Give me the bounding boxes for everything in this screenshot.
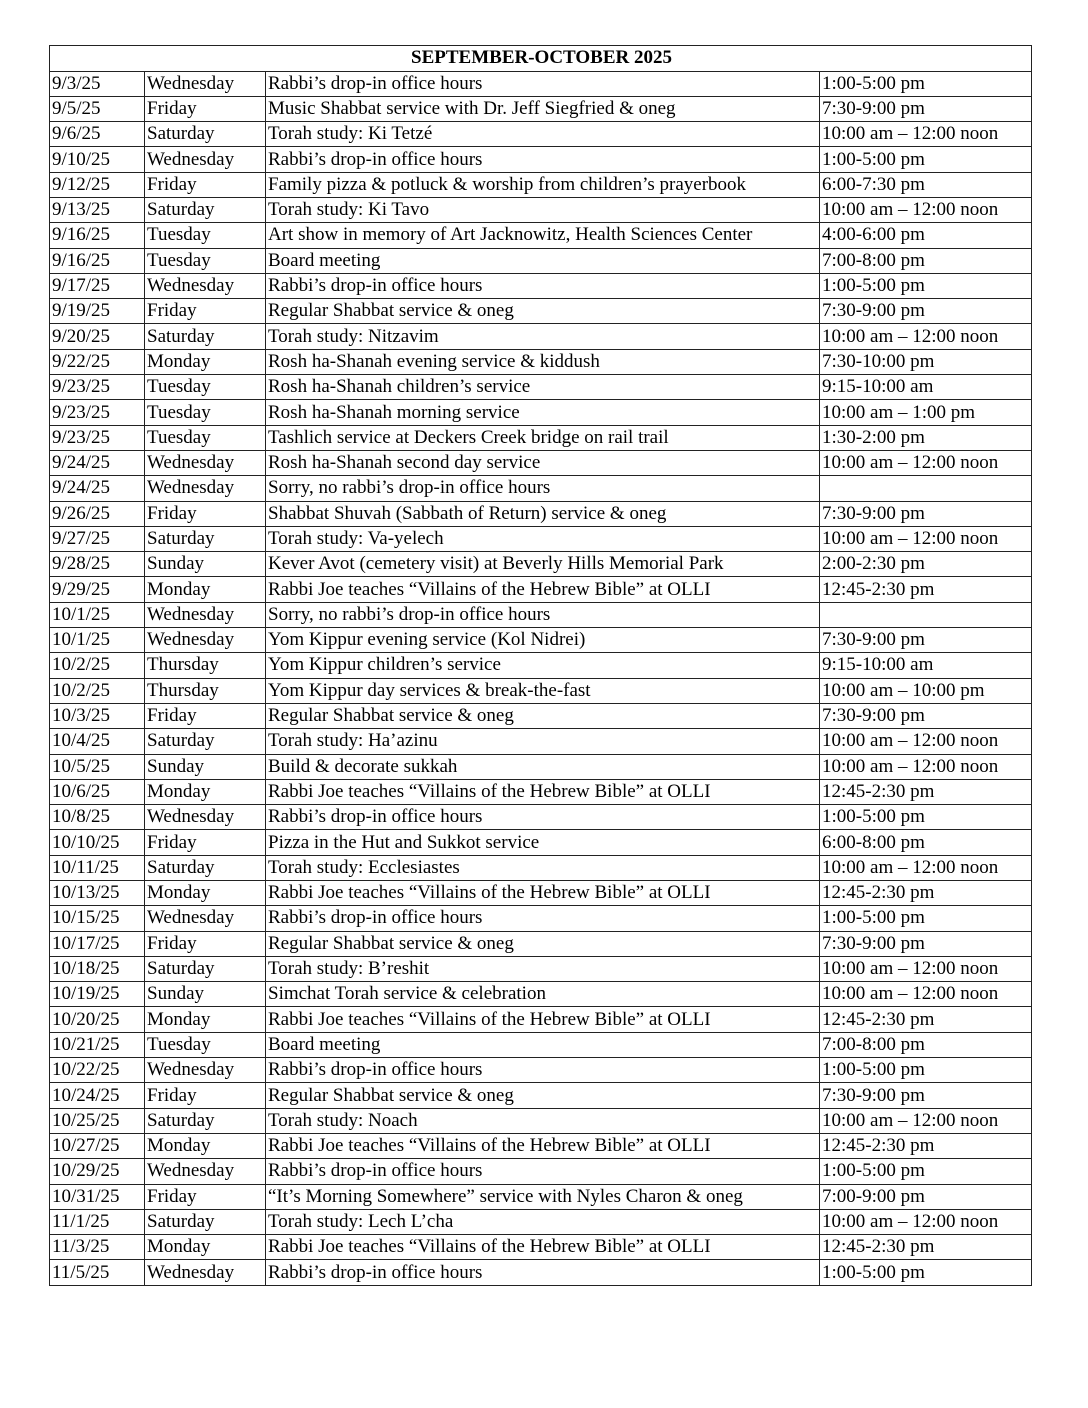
time-cell: 2:00-2:30 pm [820, 552, 1032, 577]
day-cell: Friday [145, 1184, 266, 1209]
date-cell: 9/26/25 [50, 501, 145, 526]
event-cell: Rabbi Joe teaches “Villains of the Hebrew Bible” at OLLI [266, 1133, 820, 1158]
day-cell: Friday [145, 501, 266, 526]
date-cell: 10/21/25 [50, 1032, 145, 1057]
day-cell: Friday [145, 931, 266, 956]
date-cell: 10/3/25 [50, 703, 145, 728]
table-row [50, 71, 1032, 96]
event-cell: Music Shabbat service with Dr. Jeff Siegfried & oneg [266, 96, 820, 121]
day-cell: Monday [145, 1235, 266, 1260]
table-row [50, 1083, 1032, 1108]
time-cell: 7:00-9:00 pm [820, 1184, 1032, 1209]
date-cell: 9/17/25 [50, 273, 145, 298]
time-cell: 7:30-9:00 pm [820, 299, 1032, 324]
day-cell: Saturday [145, 122, 266, 147]
date-cell: 10/8/25 [50, 805, 145, 830]
time-cell: 10:00 am – 12:00 noon [820, 754, 1032, 779]
date-cell: 9/6/25 [50, 122, 145, 147]
time-cell: 1:00-5:00 pm [820, 1058, 1032, 1083]
time-cell: 10:00 am – 12:00 noon [820, 1209, 1032, 1234]
date-cell: 9/28/25 [50, 552, 145, 577]
table-row [50, 96, 1032, 121]
date-cell: 10/10/25 [50, 830, 145, 855]
time-cell: 9:15-10:00 am [820, 375, 1032, 400]
time-cell: 10:00 am – 12:00 noon [820, 526, 1032, 551]
time-cell: 12:45-2:30 pm [820, 1235, 1032, 1260]
time-cell: 1:30-2:00 pm [820, 425, 1032, 450]
time-cell: 12:45-2:30 pm [820, 1007, 1032, 1032]
event-cell: Regular Shabbat service & oneg [266, 931, 820, 956]
table-row [50, 931, 1032, 956]
time-cell: 12:45-2:30 pm [820, 577, 1032, 602]
table-row [50, 956, 1032, 981]
schedule-title: SEPTEMBER-OCTOBER 2025 [50, 46, 1032, 72]
event-cell: Torah study: Lech L’cha [266, 1209, 820, 1234]
schedule-table [49, 45, 1032, 1286]
event-cell: Rosh ha-Shanah children’s service [266, 375, 820, 400]
table-row [50, 703, 1032, 728]
day-cell: Tuesday [145, 400, 266, 425]
event-cell: “It’s Morning Somewhere” service with Nyles Charon & oneg [266, 1184, 820, 1209]
day-cell: Wednesday [145, 476, 266, 501]
time-cell: 10:00 am – 12:00 noon [820, 1108, 1032, 1133]
date-cell: 10/11/25 [50, 855, 145, 880]
day-cell: Sunday [145, 982, 266, 1007]
date-cell: 10/1/25 [50, 628, 145, 653]
event-cell: Torah study: Noach [266, 1108, 820, 1133]
time-cell: 7:30-9:00 pm [820, 501, 1032, 526]
date-cell: 10/31/25 [50, 1184, 145, 1209]
event-cell: Rosh ha-Shanah second day service [266, 450, 820, 475]
date-cell: 9/12/25 [50, 172, 145, 197]
table-row [50, 349, 1032, 374]
day-cell: Wednesday [145, 1260, 266, 1285]
day-cell: Friday [145, 830, 266, 855]
time-cell: 1:00-5:00 pm [820, 273, 1032, 298]
date-cell: 9/24/25 [50, 476, 145, 501]
date-cell: 9/10/25 [50, 147, 145, 172]
table-row [50, 982, 1032, 1007]
date-cell: 9/5/25 [50, 96, 145, 121]
day-cell: Monday [145, 577, 266, 602]
date-cell: 9/19/25 [50, 299, 145, 324]
table-row [50, 577, 1032, 602]
event-cell: Rabbi’s drop-in office hours [266, 273, 820, 298]
day-cell: Wednesday [145, 628, 266, 653]
event-cell: Regular Shabbat service & oneg [266, 703, 820, 728]
table-row [50, 1184, 1032, 1209]
day-cell: Saturday [145, 197, 266, 222]
date-cell: 10/5/25 [50, 754, 145, 779]
table-row [50, 172, 1032, 197]
table-row [50, 197, 1032, 222]
day-cell: Friday [145, 703, 266, 728]
date-cell: 9/23/25 [50, 375, 145, 400]
day-cell: Tuesday [145, 1032, 266, 1057]
day-cell: Sunday [145, 552, 266, 577]
table-row [50, 1133, 1032, 1158]
event-cell: Board meeting [266, 1032, 820, 1057]
table-row [50, 1032, 1032, 1057]
event-cell: Pizza in the Hut and Sukkot service [266, 830, 820, 855]
date-cell: 10/20/25 [50, 1007, 145, 1032]
time-cell: 7:00-8:00 pm [820, 248, 1032, 273]
time-cell: 4:00-6:00 pm [820, 223, 1032, 248]
day-cell: Wednesday [145, 602, 266, 627]
time-cell: 10:00 am – 12:00 noon [820, 324, 1032, 349]
table-row [50, 324, 1032, 349]
event-cell: Rabbi Joe teaches “Villains of the Hebrew Bible” at OLLI [266, 1235, 820, 1260]
table-row [50, 1209, 1032, 1234]
time-cell: 1:00-5:00 pm [820, 1159, 1032, 1184]
date-cell: 10/27/25 [50, 1133, 145, 1158]
event-cell: Yom Kippur day services & break-the-fast [266, 678, 820, 703]
time-cell: 7:30-9:00 pm [820, 96, 1032, 121]
event-cell: Torah study: Ki Tavo [266, 197, 820, 222]
table-row [50, 400, 1032, 425]
time-cell: 1:00-5:00 pm [820, 71, 1032, 96]
table-row [50, 273, 1032, 298]
date-cell: 10/29/25 [50, 1159, 145, 1184]
event-cell: Build & decorate sukkah [266, 754, 820, 779]
table-row [50, 425, 1032, 450]
day-cell: Friday [145, 1083, 266, 1108]
day-cell: Wednesday [145, 1058, 266, 1083]
event-cell: Family pizza & potluck & worship from children’s prayerbook [266, 172, 820, 197]
time-cell: 12:45-2:30 pm [820, 881, 1032, 906]
event-cell: Tashlich service at Deckers Creek bridge on rail trail [266, 425, 820, 450]
event-cell: Rabbi Joe teaches “Villains of the Hebrew Bible” at OLLI [266, 1007, 820, 1032]
table-row [50, 223, 1032, 248]
day-cell: Saturday [145, 324, 266, 349]
date-cell: 10/6/25 [50, 779, 145, 804]
event-cell: Rabbi Joe teaches “Villains of the Hebrew Bible” at OLLI [266, 577, 820, 602]
day-cell: Tuesday [145, 223, 266, 248]
table-row [50, 1260, 1032, 1285]
time-cell: 10:00 am – 12:00 noon [820, 956, 1032, 981]
time-cell: 10:00 am – 12:00 noon [820, 450, 1032, 475]
date-cell: 11/3/25 [50, 1235, 145, 1260]
time-cell: 6:00-7:30 pm [820, 172, 1032, 197]
table-row [50, 754, 1032, 779]
day-cell: Saturday [145, 729, 266, 754]
event-cell: Kever Avot (cemetery visit) at Beverly Hills Memorial Park [266, 552, 820, 577]
event-cell: Rosh ha-Shanah morning service [266, 400, 820, 425]
day-cell: Wednesday [145, 805, 266, 830]
event-cell: Rabbi Joe teaches “Villains of the Hebrew Bible” at OLLI [266, 881, 820, 906]
date-cell: 9/13/25 [50, 197, 145, 222]
time-cell [820, 476, 1032, 501]
date-cell: 10/4/25 [50, 729, 145, 754]
day-cell: Thursday [145, 678, 266, 703]
event-cell: Sorry, no rabbi’s drop-in office hours [266, 476, 820, 501]
event-cell: Yom Kippur evening service (Kol Nidrei) [266, 628, 820, 653]
day-cell: Friday [145, 96, 266, 121]
event-cell: Torah study: Ecclesiastes [266, 855, 820, 880]
date-cell: 10/2/25 [50, 653, 145, 678]
time-cell: 9:15-10:00 am [820, 653, 1032, 678]
date-cell: 9/27/25 [50, 526, 145, 551]
date-cell: 10/25/25 [50, 1108, 145, 1133]
date-cell: 9/16/25 [50, 248, 145, 273]
date-cell: 10/1/25 [50, 602, 145, 627]
table-row [50, 526, 1032, 551]
schedule-body [50, 46, 1032, 1286]
table-row [50, 552, 1032, 577]
time-cell: 7:30-10:00 pm [820, 349, 1032, 374]
event-cell: Rosh ha-Shanah evening service & kiddush [266, 349, 820, 374]
table-row [50, 1058, 1032, 1083]
time-cell: 7:00-8:00 pm [820, 1032, 1032, 1057]
date-cell: 11/1/25 [50, 1209, 145, 1234]
time-cell: 7:30-9:00 pm [820, 931, 1032, 956]
time-cell: 1:00-5:00 pm [820, 147, 1032, 172]
day-cell: Wednesday [145, 71, 266, 96]
time-cell: 10:00 am – 12:00 noon [820, 855, 1032, 880]
time-cell: 10:00 am – 10:00 pm [820, 678, 1032, 703]
event-cell: Rabbi’s drop-in office hours [266, 1159, 820, 1184]
table-row [50, 881, 1032, 906]
date-cell: 10/24/25 [50, 1083, 145, 1108]
date-cell: 9/16/25 [50, 223, 145, 248]
day-cell: Wednesday [145, 450, 266, 475]
table-row [50, 1108, 1032, 1133]
table-row [50, 450, 1032, 475]
event-cell: Yom Kippur children’s service [266, 653, 820, 678]
table-row [50, 830, 1032, 855]
table-row [50, 1235, 1032, 1260]
date-cell: 10/22/25 [50, 1058, 145, 1083]
event-cell: Simchat Torah service & celebration [266, 982, 820, 1007]
event-cell: Shabbat Shuvah (Sabbath of Return) service & oneg [266, 501, 820, 526]
event-cell: Regular Shabbat service & oneg [266, 1083, 820, 1108]
event-cell: Rabbi’s drop-in office hours [266, 71, 820, 96]
time-cell: 1:00-5:00 pm [820, 805, 1032, 830]
table-row [50, 628, 1032, 653]
day-cell: Saturday [145, 1108, 266, 1133]
time-cell [820, 602, 1032, 627]
time-cell: 10:00 am – 12:00 noon [820, 122, 1032, 147]
day-cell: Friday [145, 299, 266, 324]
day-cell: Friday [145, 172, 266, 197]
event-cell: Torah study: Nitzavim [266, 324, 820, 349]
title-row [50, 46, 1032, 72]
date-cell: 9/23/25 [50, 425, 145, 450]
day-cell: Monday [145, 1133, 266, 1158]
table-row [50, 476, 1032, 501]
day-cell: Tuesday [145, 248, 266, 273]
date-cell: 9/29/25 [50, 577, 145, 602]
day-cell: Wednesday [145, 906, 266, 931]
time-cell: 10:00 am – 12:00 noon [820, 982, 1032, 1007]
time-cell: 7:30-9:00 pm [820, 703, 1032, 728]
event-cell: Rabbi Joe teaches “Villains of the Hebrew Bible” at OLLI [266, 779, 820, 804]
table-row [50, 653, 1032, 678]
event-cell: Rabbi’s drop-in office hours [266, 1260, 820, 1285]
event-cell: Torah study: B’reshit [266, 956, 820, 981]
table-row [50, 602, 1032, 627]
table-row [50, 147, 1032, 172]
day-cell: Wednesday [145, 147, 266, 172]
time-cell: 1:00-5:00 pm [820, 906, 1032, 931]
event-cell: Rabbi’s drop-in office hours [266, 805, 820, 830]
table-row [50, 729, 1032, 754]
table-row [50, 779, 1032, 804]
table-row [50, 678, 1032, 703]
time-cell: 6:00-8:00 pm [820, 830, 1032, 855]
time-cell: 12:45-2:30 pm [820, 779, 1032, 804]
event-cell: Torah study: Ha’azinu [266, 729, 820, 754]
event-cell: Torah study: Ki Tetzé [266, 122, 820, 147]
date-cell: 11/5/25 [50, 1260, 145, 1285]
table-row [50, 805, 1032, 830]
event-cell: Rabbi’s drop-in office hours [266, 1058, 820, 1083]
event-cell: Rabbi’s drop-in office hours [266, 147, 820, 172]
table-row [50, 375, 1032, 400]
date-cell: 9/23/25 [50, 400, 145, 425]
table-row [50, 299, 1032, 324]
date-cell: 9/20/25 [50, 324, 145, 349]
day-cell: Sunday [145, 754, 266, 779]
table-row [50, 855, 1032, 880]
day-cell: Saturday [145, 526, 266, 551]
table-row [50, 501, 1032, 526]
day-cell: Saturday [145, 1209, 266, 1234]
time-cell: 10:00 am – 12:00 noon [820, 197, 1032, 222]
table-row [50, 1159, 1032, 1184]
day-cell: Wednesday [145, 273, 266, 298]
day-cell: Tuesday [145, 375, 266, 400]
event-cell: Sorry, no rabbi’s drop-in office hours [266, 602, 820, 627]
date-cell: 10/18/25 [50, 956, 145, 981]
event-cell: Art show in memory of Art Jacknowitz, Health Sciences Center [266, 223, 820, 248]
date-cell: 10/13/25 [50, 881, 145, 906]
day-cell: Monday [145, 881, 266, 906]
date-cell: 10/19/25 [50, 982, 145, 1007]
day-cell: Monday [145, 1007, 266, 1032]
time-cell: 12:45-2:30 pm [820, 1133, 1032, 1158]
day-cell: Saturday [145, 855, 266, 880]
time-cell: 10:00 am – 12:00 noon [820, 729, 1032, 754]
date-cell: 9/3/25 [50, 71, 145, 96]
time-cell: 1:00-5:00 pm [820, 1260, 1032, 1285]
event-cell: Torah study: Va-yelech [266, 526, 820, 551]
time-cell: 10:00 am – 1:00 pm [820, 400, 1032, 425]
table-row [50, 248, 1032, 273]
table-row [50, 1007, 1032, 1032]
time-cell: 7:30-9:00 pm [820, 1083, 1032, 1108]
day-cell: Saturday [145, 956, 266, 981]
date-cell: 10/2/25 [50, 678, 145, 703]
table-row [50, 122, 1032, 147]
table-row [50, 906, 1032, 931]
time-cell: 7:30-9:00 pm [820, 628, 1032, 653]
day-cell: Monday [145, 349, 266, 374]
date-cell: 9/22/25 [50, 349, 145, 374]
date-cell: 10/17/25 [50, 931, 145, 956]
day-cell: Wednesday [145, 1159, 266, 1184]
date-cell: 10/15/25 [50, 906, 145, 931]
day-cell: Monday [145, 779, 266, 804]
date-cell: 9/24/25 [50, 450, 145, 475]
day-cell: Tuesday [145, 425, 266, 450]
event-cell: Board meeting [266, 248, 820, 273]
event-cell: Rabbi’s drop-in office hours [266, 906, 820, 931]
day-cell: Thursday [145, 653, 266, 678]
event-cell: Regular Shabbat service & oneg [266, 299, 820, 324]
